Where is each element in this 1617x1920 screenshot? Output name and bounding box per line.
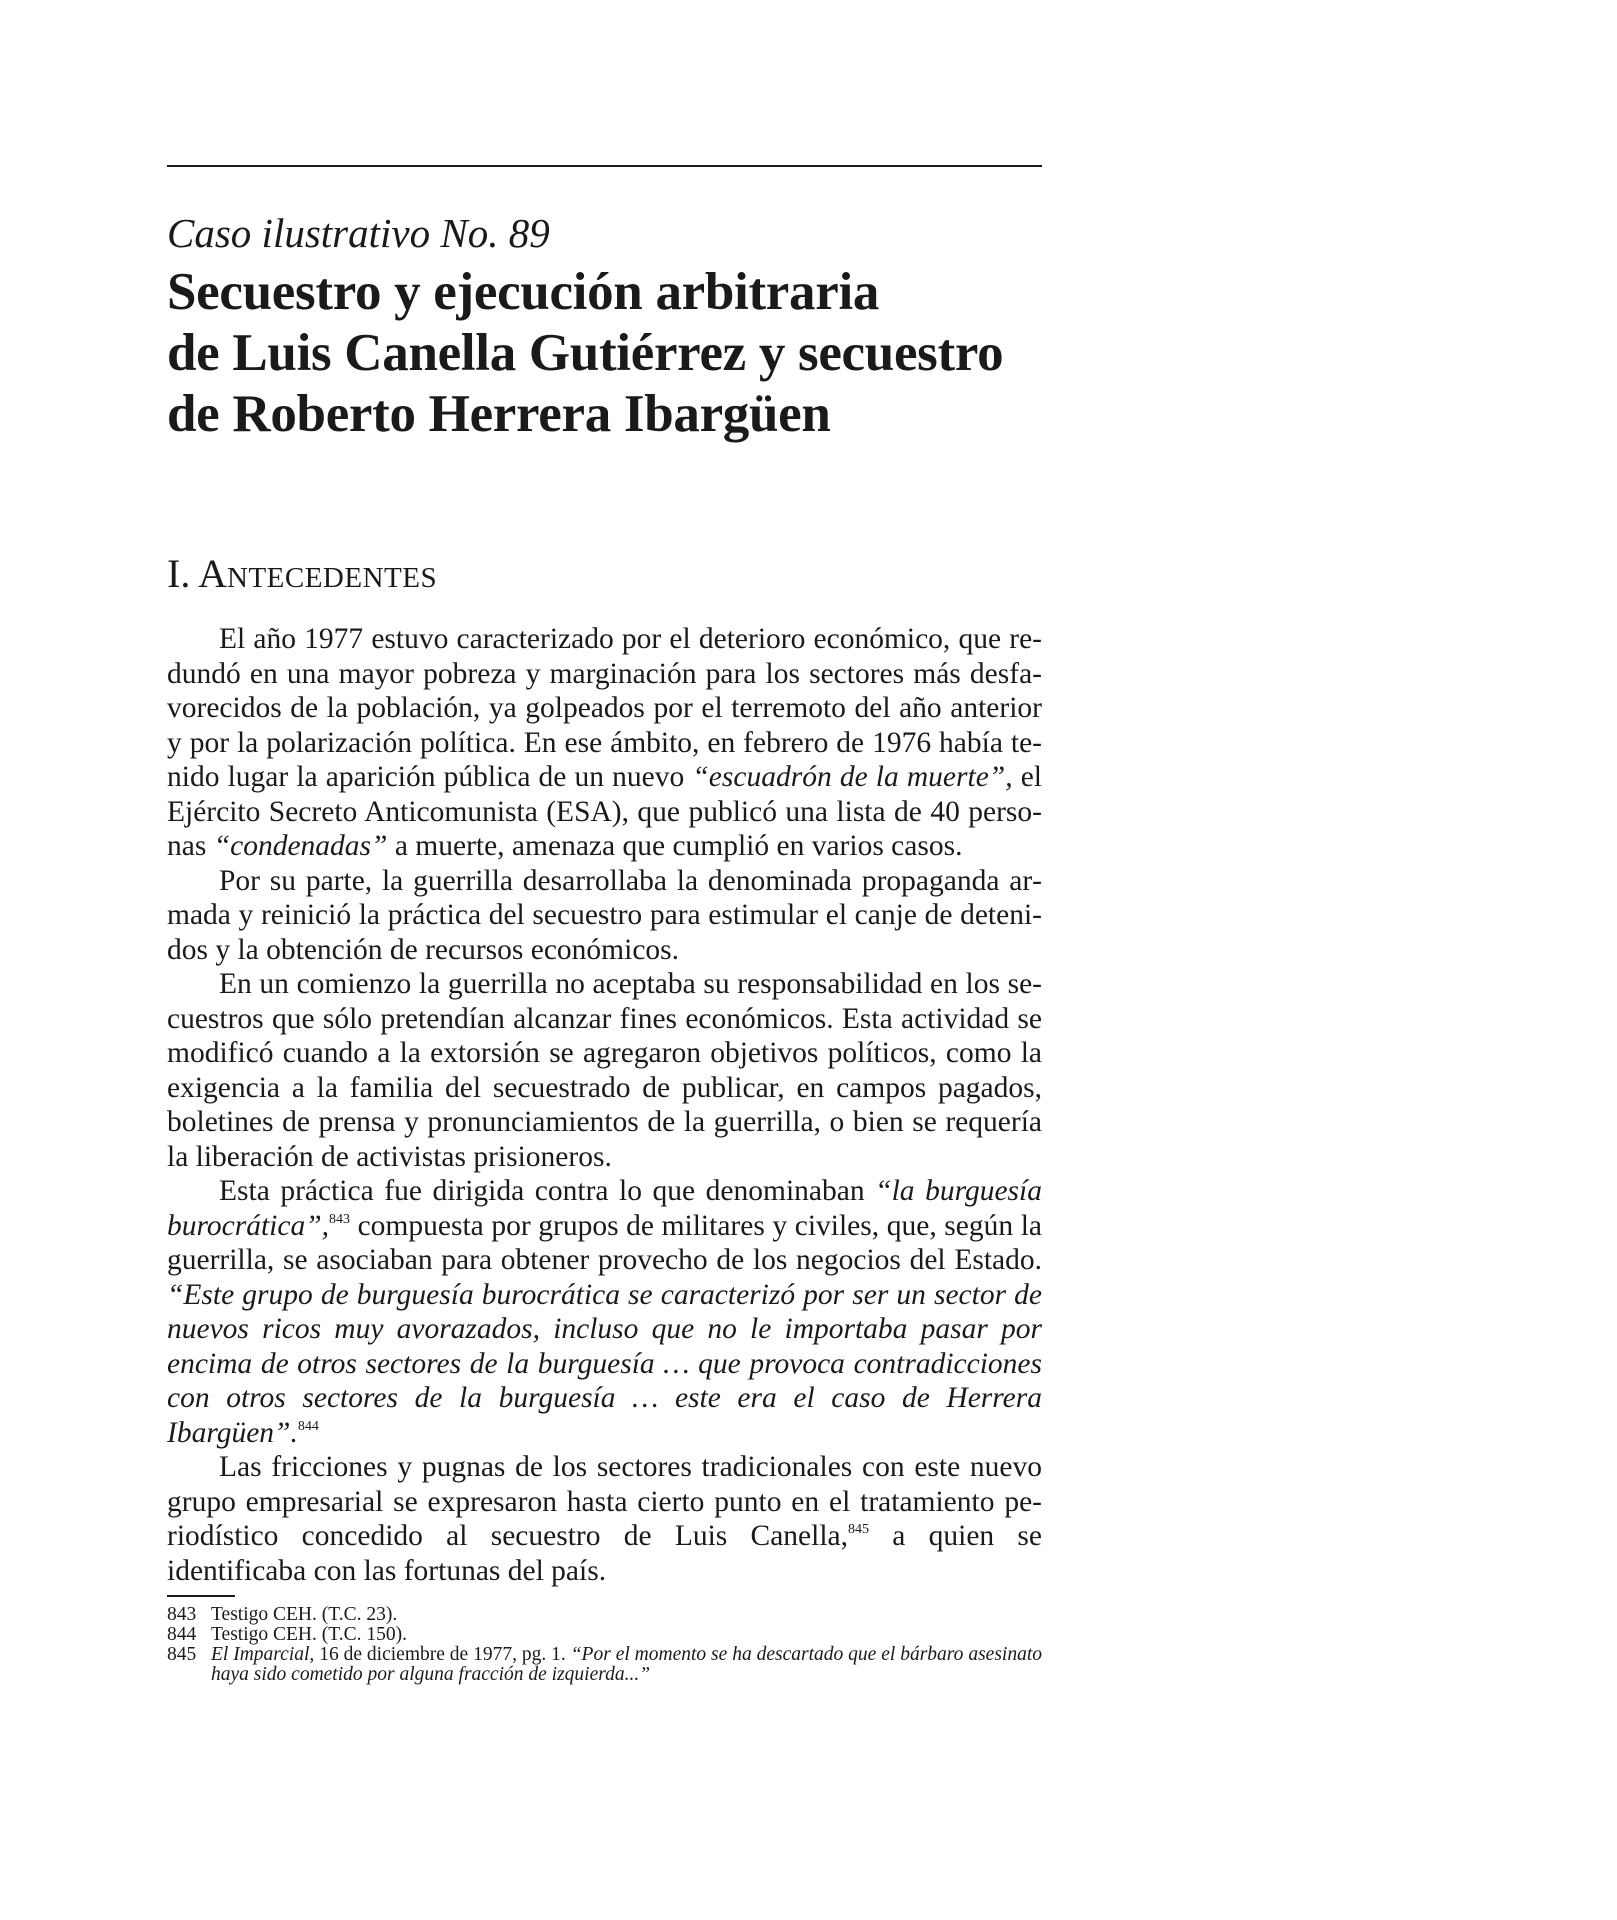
text-run: compuesta por grupos de militares y civiles, que, según la guerrilla, se asociaban para obtener provecho de los negocios del Estado.: [167, 1209, 1042, 1276]
body-text: [167, 622, 1042, 1588]
footnote-ref: 843: [328, 1211, 350, 1227]
footnote: [167, 1625, 1042, 1645]
footnotes: [167, 1605, 1042, 1685]
top-rule: [167, 165, 1042, 167]
paragraph: [167, 967, 1042, 1174]
title-line: de Roberto Herrera Ibargüen: [167, 385, 831, 443]
italic-text: “Por el momento se ha descartado que el bárbaro asesinato haya sido cometido por alguna fracción de izquierda...”: [211, 1644, 1042, 1685]
text-run: Testigo CEH. (T.C. 150).: [211, 1624, 407, 1645]
section-heading-text: NTECEDENTES: [227, 562, 438, 594]
footnote-number: 843: [167, 1604, 197, 1625]
footnote-number: 845: [167, 1644, 197, 1665]
section-numeral: I. A: [167, 551, 227, 596]
footnote-ref: 844: [297, 1418, 319, 1434]
footnote-text: [211, 1645, 1042, 1685]
text-run: Por su parte, la guerrilla desarrollaba la denominada propaganda armada y reinició la práctica del secuestro para estimular el canje de detenidos y la obtención de recursos económicos.: [167, 864, 1042, 966]
text-run: el Ejército Secreto Anticomunista (ESA), que publicó una lista de 40 personas: [167, 761, 1042, 862]
footnote-text: [211, 1605, 1042, 1625]
section-heading: [167, 549, 437, 603]
text-run: Las fricciones y pugnas de los sectores tradicionales con este nuevo grupo empresarial se expresaron hasta cierto punto en el tratamiento periodístico concedido al secuestro de Luis Canella,: [167, 1451, 1042, 1552]
footnote-number: 844: [167, 1624, 197, 1645]
footnote-ref: 845: [848, 1522, 870, 1537]
italic-text: El Imparcial,: [211, 1644, 315, 1665]
text-run: Esta práctica fue dirigida contra lo que denominaban: [219, 1175, 876, 1207]
title-line: de Luis Canella Gutiérrez y secuestro: [167, 324, 1004, 382]
paragraph: [167, 1450, 1042, 1588]
text-run: En un comienzo la guerrilla no aceptaba su responsabilidad en los secuestros que sólo pretendían alcanzar fines económicos. Esta actividad se modificó cuando a la extorsión se agregaron objetivos políticos, como la exigencia a la familia del secuestrado de publicar, en campos pagados, boletines de prensa y pronunciamientos de la guerrilla, o bien se requería la liberación de activistas prisioneros.: [167, 968, 1042, 1173]
footnote: [167, 1645, 1042, 1685]
page-title: [167, 262, 1067, 445]
italic-text: “Este grupo de burguesía burocrática se caracterizó por ser un sector de nuevos ricos muy avorazados, incluso que no le importaba pasar por encima de otros sectores de la burguesía … que provoca contradicciones con otros sectores de la burguesía … este era el caso de Herrera Ibargüen”.: [167, 1278, 1042, 1449]
text-run: a muerte, amenaza que cumplió en varios casos.: [387, 830, 963, 862]
footnote-text: [211, 1625, 1042, 1645]
text-run: El año 1977 estuvo caracterizado por el deterioro económico, que redundó en una mayor pobreza y marginación para los sectores más desfavorecidos de la población, ya golpeados por el terremoto del año anterior y por la polarización política. En ese ámbito, en febrero de 1976 había tenido lugar la aparición pública de un nuevo: [167, 623, 1042, 793]
footnote-rule: [167, 1595, 235, 1597]
paragraph: [167, 1174, 1042, 1450]
case-label: Caso ilustrativo No. 89: [167, 210, 550, 256]
text-run: a quien se identificaba con las fortunas del país.: [167, 1520, 1042, 1587]
italic-text: “la burguesía burocrática”,: [167, 1175, 1042, 1242]
paragraph: [167, 864, 1042, 968]
italic-text: “condenadas”: [213, 830, 388, 862]
footnote: [167, 1605, 1042, 1625]
paragraph: [167, 622, 1042, 864]
italic-text: “escuadrón de la muerte”,: [692, 761, 1013, 793]
title-line: Secuestro y ejecución arbitraria: [167, 263, 880, 321]
text-run: 16 de diciembre de 1977, pg. 1.: [314, 1644, 571, 1665]
text-run: Testigo CEH. (T.C. 23).: [211, 1604, 398, 1625]
